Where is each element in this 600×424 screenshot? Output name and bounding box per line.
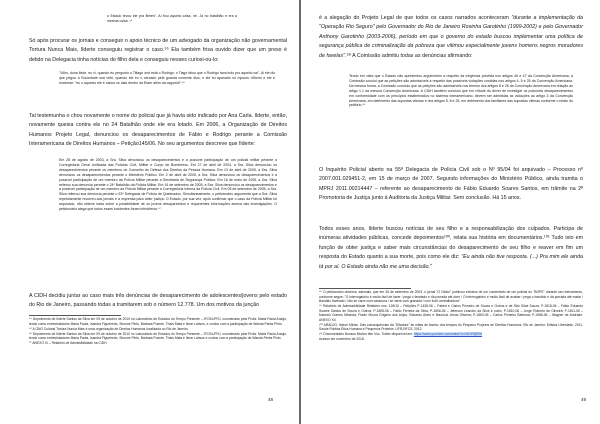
footnote-94: ⁹⁴ Depoimento de Ilderte Santos da Silva em 09 de outubro de 2010 no Laboratório de Estudos do Tempo Presente – IFCS/UFRJ, coordenado pela Profa. Maria Paula Araújo, tendo como entrevistadores Maria Paula, Isandra Figueiredo, Simone Pinto, Bárbara Puente, Thaís Mata e Ilmar Lahsos, e contou com a participação de Wanda Penta Pinto. (29, 317, 287, 326)
footnote-rule (319, 288, 411, 289)
footnote-99: ⁹⁹ Relatório de Admissibilidade Relatório nos. 126/10 – Petições P-1438-06 – Fabert e Carlos Primeiro de Souza e Outros e de São Silva Souza; P-1818-06 – Fábio Eduardo Soares Santos de Souza e Outros; P-1808-06 – Fábio Ferreira da Silva; P-1806-06 – Jeferson Leandro da Silva e outro; P-1810-06 – Jorge Roberto de Oliveira; P-1811-06 – Marcelo Gomes Miranda, Flavio Moura Grigório dos Anjos, Eduardo Alves e Maurício Jesus Oliveira; P-1863-06 – Carlos Pinheiro Barbosa; P-1966-06 – Wagner de Andrade. ANEXO XII. (319, 304, 583, 322)
right-paragraph-2: O Inquérito Policial aberto na 55ª Delegacia de Polícia Civil sob o Nº 95/04 foi arquivado – Processo nº 2007.001.029451-2, em 15 de março de 2007. Segundo informações do Ministério Público, ainda tramita o MPRJ 2011.00214447 – referente ao desaparecimento de Fábio Eduardo Soares Santos, em trâmite na 2ª Promotoria de Justiça junto à Auditoria da Justiça Militar. Sem conclusão. Há 15 anos. (319, 167, 583, 202)
right-page (301, 0, 600, 424)
right-paragraph-1-text: é a alegação do Projeto Legal de que todos os casos narrados aconteceram (319, 15, 512, 21)
footnote-95: ⁹⁵ A ONG Cultural Tortura Nunca Mais é uma organização de Direitos Humanos localizada no Rio de Janeiro. (29, 326, 189, 331)
top-quote: o Estado levou ele pra filmes". Aí fiou aquela coisa, né. Já no batalhão e era a mesma coisa. ²⁹ (107, 14, 237, 23)
right-paragraph-1-quote: "durante a implementação da "Operação Rio Seguro" pelo Governador do Rio de Janeiro Rosinha Garotinho (1999-2002) e pelo Governador Anthony Garotinho (2003-2006), período em que o governo do estado buscou implementar uma política de segurança pública de criminalização da pobreza que vitimou especialmente jovens homens negros moradores de favelas". (319, 15, 583, 59)
footnote-101-access: Acesso em novembro de 2018. (319, 336, 365, 341)
footnote-98: ⁹⁸ O peticionário observa, ademais, que em 26 de setembro de 2003, o jornal "O Globo" publicou extratos de um comentário de um policial do "BOPE" durante seu treinamento, conforme segue: "O interrogatório é muito fácil de fazer / pega o favelado e dá porrada até doer / O interrogatório é muito fácil de acabar / pega o bandido e dá porrada até matar / Bandido favelado / não se varre com vassoura / se varre com granada / com fuzil, metralhadora". (319, 290, 583, 303)
block-quote-petition: Em 28 de agosto de 2003, a Sra. Silva denunciou os desaparecimentos e a possível participação de um policial militar perante a Corregedoria Geral Unificada das Polícias Civil, Militar e Corpo de Bombeiros. Em 27 de abril de 2004, a Sra. Silva denunciou os desaparecimentos perante os membros do Conselho de Defesa dos Direitos da Pessoa Humana. Em 13 de abril de 2005, a Sra. Silva denunciou os desaparecimentos perante o Ministério Público. Em 2 de abril de 2005, a Sra. Silva denunciou os desaparecimentos e a possível participação de um membro da Polícia Militar perante a Secretaria de Segurança Pública. Em 16 de maio de 2005, a Sra. Silva reiterou sua denúncia perante o 24º Batalhão da Polícia Militar. Em 16 de setembro de 2005, a Sra. Silva denunciou os desaparecimentos e a possível participação de um membro da Polícia Militar perante a Corregedoria Interna da Polícia Civil. Em 05 de setembro de 2005, a Sra. Silva reiterou sua denúncia perante o 53º Delegacia de Polícia de Queimados. Simultaneamente, o peticionário argumenta que a Sra. Silva repetidamente recorreu aos jornais e à imprensa para obter justiça. O Estado, por sua vez, após confirmar que o caso da Polícia Militar foi arquivado, não obteve nada sobre a possibilidade de os jovens desaparecidos e requerentes informações acerca das investigações. O peticionário alega que todos esses incidentes foram infrutíferos.⁹⁷ (59, 158, 277, 212)
right-paragraph-3 (319, 225, 583, 272)
left-paragraph-2: Tal testemunha o chou novamente o nome do policial que já havia sido indicado por Ana Carla. Ilderte, então, novamente queixa contra ele no 24 Batalhão onde ele era lotado. Em 2006, a Organização de Direitos Humanos Projeto Legal, denunciou os desaparecimentos de Fábio e Rodrigo perante a Comissão Interamericana de Direitos Humanos – Petição145/06. No seu argumentos descreve que Ilderte: (29, 113, 287, 148)
block-quote-testimony: "Vilho, dona Ilede, eu vi, quando eu pergunto o Tiltago ond está o Rodrigo, o Tiago falou que o Rodrigo tava indo pro aquela rua". Ai ele diz que pegou a Sociedade sua virtò, quando ele eu o cercado pela guarda comente dizs, e ele foi apanado só mpouto d'ibeiro e ele é inochese: "eu o aqueixo ele é cabos os dias dentro da Etaer além da cagonidi".⁹⁶ (59, 71, 275, 85)
page-number-right: 49 (581, 397, 587, 402)
footnote-97: ⁹⁷ ANEXO XI – Relatório de Admissibilidade na CIDH. (29, 341, 108, 345)
right-paragraph-1-end: ⁹⁸ A Comissão admitiu todas as denúncias afirmando: (346, 52, 473, 59)
right-paragraph-3-quote: "Eu ainda não tive resposta. (...) Pra mim ele ainda tá por aí. O Estado ainda não me uma decisão." (319, 254, 583, 270)
footnote-100: ¹⁰⁰ ARAÚJO, Ildeon Mirian. Das consequências da "Ditadura" às mães de favela: dos tempos do Pequeno Projetos de Direitos Humanos. Rio de Janeiro: Editora Liberdade, 2011. Saúde Pública Ética Humana e Pequenos Protetos. UFRJ/IFCS, 2012. (319, 322, 583, 331)
block-quote-admission: Tendo em vista que o Estado não apresentou argumentos a respeito da exigência prevista nos artigos 46 e 47 da Convenção Americana, a Comissão conclui que as petições são admissíveis a respeito das possíveis violações contidas nos artigos 4, 5 e 25 da Convenção Americana. Da mesma forma, a Comissão concluiu que as petições são admissíveis nos termos dos artigos 8 e 25 da Convenção Americana em relação ao artigo 1.1 da mesma Convenção Americana. A CIDH também concluiu que em virtude do dever de investigar os possíveis desaparecimentos em conformidade com os princípios estabelecidos no sistema interamericano, devem ser admitidas as violações ao artigo 3 da Convenção Americana, em detrimento das supostas vítimas e dos artigos 5, 8 e 25, em detrimento dos familiares das supostas vítimas conforme o relato do petitório.⁹⁹ (349, 74, 573, 108)
right-paragraph-3-text: Todos esses anos, Ilderte buscou notícias de seu filho e a responsabilização dos culpados. Participa de inúmeras atividades públicas, concede depoimentos¹⁰⁰, relata sua história em documentários.¹⁰¹ Tudo isto em função de obter justiça e saber mais circunstâncias do desaparecimento de seu filho e reaver em fim um resposta do Estado quanto a sua morte, pois como ele diz: (319, 226, 583, 261)
left-paragraph-1: Só após procurar os jornais e conseguir o apoio técnico de um advogado da organização não governamental Tortura Nunca Mais, Ilderte conseguiu registrar o caso.⁹⁵ Ela também frisa ouvido dizer que um preso é detido na Delegacia tinha notícias do filho dela e conseguiu nesses curiosi-ou-lo: (29, 38, 287, 63)
footnote-96: ⁹⁶ Depoimento de Ilderte Santos da Silva em 09 de outubro de 2010 no Laboratório de Estudos do Tempo Presente – IFCS/UFRJ, coordenado pela Profa. Maria Paula Araújo, tendo como entrevistadores Maria Paula, Isandra Figueiredo, Simone Pinto, Bárbara Puente, Thaís Mata e Ilmar Lahsos e contou com a participação de Wanda Penta Pinto. (29, 331, 287, 340)
page-number-left: 48 (268, 397, 274, 402)
left-page (0, 0, 299, 424)
footnote-101-text: ¹⁰¹ Documentário Nossos Mortos têm Voz. Trailer disponível em: (319, 332, 414, 336)
youtube-link[interactable]: https://www.youtube.com/watch?v=iWYRiijRIM (413, 332, 483, 336)
left-footnotes (29, 317, 287, 346)
right-paragraph-1 (319, 14, 583, 61)
right-footnotes (319, 290, 583, 341)
footnote-rule (29, 315, 121, 316)
left-paragraph-3: A CIDH decidiu juntar ao caso mais três denúncias de desaparecimento de adolescentes/jovens pelo estado do Rio de Janeiro, passando todas a tramitarem sob o número 12.778. Um dos motivos da junção (29, 293, 287, 309)
